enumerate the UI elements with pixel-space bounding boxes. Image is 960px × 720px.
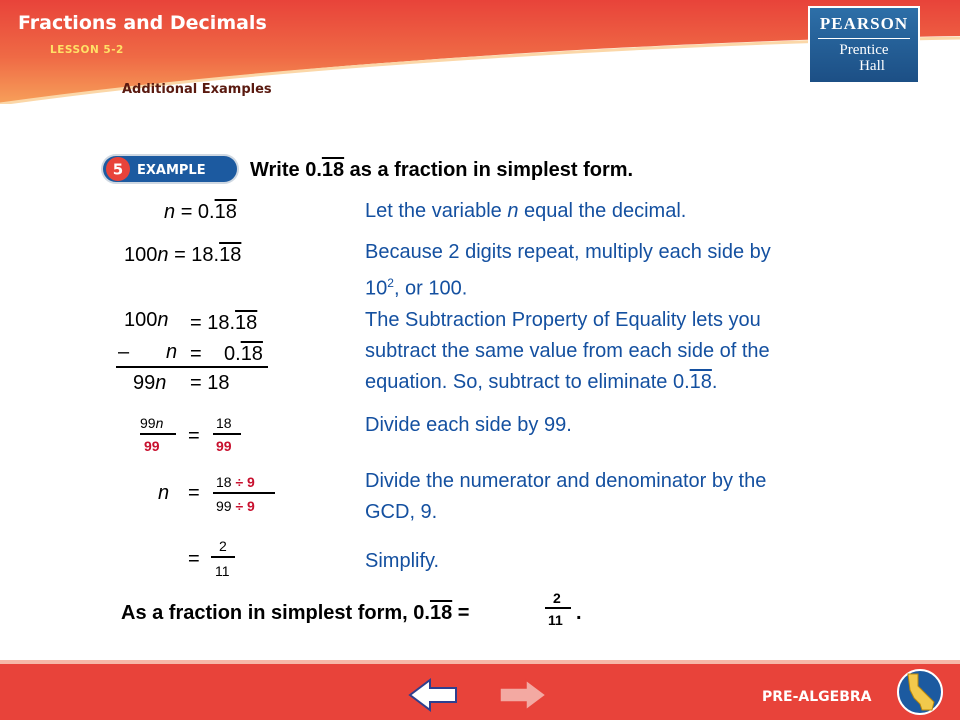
- step1-variable: n: [164, 201, 176, 223]
- step2-exponent: 2: [387, 276, 394, 290]
- step3-line3-var: n: [155, 372, 167, 394]
- california-icon: [896, 668, 944, 716]
- step3-line2-repeat: 18: [240, 343, 263, 365]
- step3-line1-lhs: [124, 308, 169, 332]
- step1-text-b: equal the decimal.: [518, 200, 687, 222]
- step3-explanation: [365, 305, 770, 398]
- step1-equation: [164, 200, 237, 224]
- step3-line2-var: [166, 340, 177, 364]
- step3-text-line1: The Subtraction Property of Equality lets you: [365, 309, 761, 331]
- example-label: EXAMPLE: [137, 163, 206, 178]
- step5-denominator: [216, 498, 255, 514]
- step6-denominator: 11: [215, 563, 230, 579]
- step4-num-coef: 99: [140, 415, 156, 431]
- back-arrow-icon[interactable]: [408, 678, 458, 712]
- logo-line-2: Prentice: [839, 42, 889, 58]
- step6-bar: [211, 556, 235, 558]
- step3-line3-rhs: = 18: [190, 372, 230, 394]
- step3-line1-eq: = 18.: [190, 312, 236, 334]
- step5-den: 99: [216, 498, 232, 514]
- step2-coef: 100: [124, 244, 158, 266]
- step2-variable: n: [157, 244, 169, 266]
- step5-num-op: ÷ 9: [235, 474, 255, 490]
- step4-explanation: Divide each side by 99.: [365, 414, 572, 436]
- step3-line3-lhs: [133, 371, 166, 395]
- prompt-text-a: Write 0.: [250, 159, 322, 181]
- prompt-text-b: as a fraction in simplest form.: [344, 159, 634, 181]
- step6-explanation: Simplify.: [365, 550, 440, 572]
- forward-arrow-icon[interactable]: [498, 678, 548, 712]
- header: [0, 0, 960, 104]
- step1-explanation: [365, 196, 686, 227]
- step4-rhs-bar: [213, 433, 241, 435]
- step2-equals: = 18.: [174, 244, 220, 266]
- conclusion-denominator: 11: [548, 612, 563, 628]
- step4-lhs-denominator: 99: [144, 438, 160, 454]
- step3-text-3a: equation. So, subtract to eliminate 0.: [365, 371, 690, 393]
- step3-line1-var: n: [157, 309, 169, 331]
- step5-bar: [213, 492, 275, 494]
- conclusion-numerator: 2: [553, 590, 561, 606]
- step3-line2-eq: =: [190, 343, 202, 365]
- lesson-number: LESSON 5-2: [50, 44, 124, 56]
- example-badge: [101, 154, 239, 184]
- step3-text-line2: subtract the same value from each side of the: [365, 340, 770, 362]
- step2-text-line1: Because 2 digits repeat, multiply each side by: [365, 241, 771, 263]
- step3-line2-val: 0.: [224, 343, 241, 365]
- step2-base: 10: [365, 277, 388, 300]
- step3-text-line3: [365, 367, 770, 398]
- step3-text-repeat: 18: [689, 371, 712, 393]
- logo-brand: PEARSON: [819, 14, 909, 33]
- step3-line2-rhs: [224, 342, 263, 366]
- example-number: 5: [112, 160, 124, 179]
- lesson-title: Fractions and Decimals: [18, 12, 267, 34]
- step5-text-line1: Divide the numerator and denominator by the: [365, 470, 767, 492]
- step2-text-line2: [365, 268, 865, 305]
- course-label: PRE-ALGEBRA: [762, 689, 872, 705]
- step3-line1-coef: 100: [124, 309, 158, 331]
- step5-lhs: [158, 481, 169, 505]
- step4-num-var: n: [155, 415, 164, 431]
- step5-den-op: ÷ 9: [235, 498, 255, 514]
- step3-line1-rhs: [190, 311, 257, 335]
- conclusion-bar: [545, 607, 571, 609]
- logo-divider: [818, 38, 910, 39]
- section-subtitle: Additional Examples: [122, 82, 272, 97]
- step2-explanation: [365, 237, 865, 305]
- step4-lhs-numerator: [140, 415, 163, 431]
- conclusion-text-b: =: [452, 602, 470, 624]
- step1-text-a: Let the variable: [365, 200, 508, 222]
- step3-minus: –: [118, 341, 130, 363]
- step5-eq: =: [188, 482, 200, 504]
- step1-equals: = 0.: [180, 201, 215, 223]
- step5-text-line2: GCD, 9.: [365, 501, 438, 523]
- step3-text-3b: .: [711, 371, 718, 393]
- step3-line3-coef: 99: [133, 372, 156, 394]
- conclusion-text-a: As a fraction in simplest form, 0.: [121, 602, 430, 624]
- step1-repeat: 18: [214, 201, 237, 223]
- prompt-repeating-digits: 18: [321, 159, 345, 181]
- step6-eq: =: [188, 548, 200, 570]
- example-prompt: [250, 158, 633, 182]
- step2-text-b: , or 100.: [393, 277, 468, 300]
- step5-explanation: [365, 466, 766, 528]
- step3-line2-var-text: n: [166, 341, 178, 363]
- step4-lhs-bar: [140, 433, 176, 435]
- step6-numerator: 2: [219, 538, 227, 554]
- conclusion-text: [121, 601, 469, 625]
- conclusion-period: .: [576, 602, 582, 624]
- logo-line-3: Hall: [859, 58, 885, 74]
- step5-var: n: [158, 482, 170, 504]
- step3-line1-repeat: 18: [235, 312, 258, 334]
- step4-rhs-numerator: 18: [216, 415, 232, 431]
- publisher-logo: [808, 6, 920, 84]
- conclusion-repeat: 18: [429, 602, 453, 624]
- step3-sum-line: [116, 366, 268, 368]
- step2-equation: [124, 243, 241, 267]
- step2-repeat: 18: [219, 244, 242, 266]
- step1-text-var: n: [507, 200, 519, 222]
- step4-rhs-denominator: 99: [216, 438, 232, 454]
- step5-num: 18: [216, 474, 232, 490]
- step5-numerator: [216, 474, 255, 490]
- step4-eq: =: [188, 425, 200, 447]
